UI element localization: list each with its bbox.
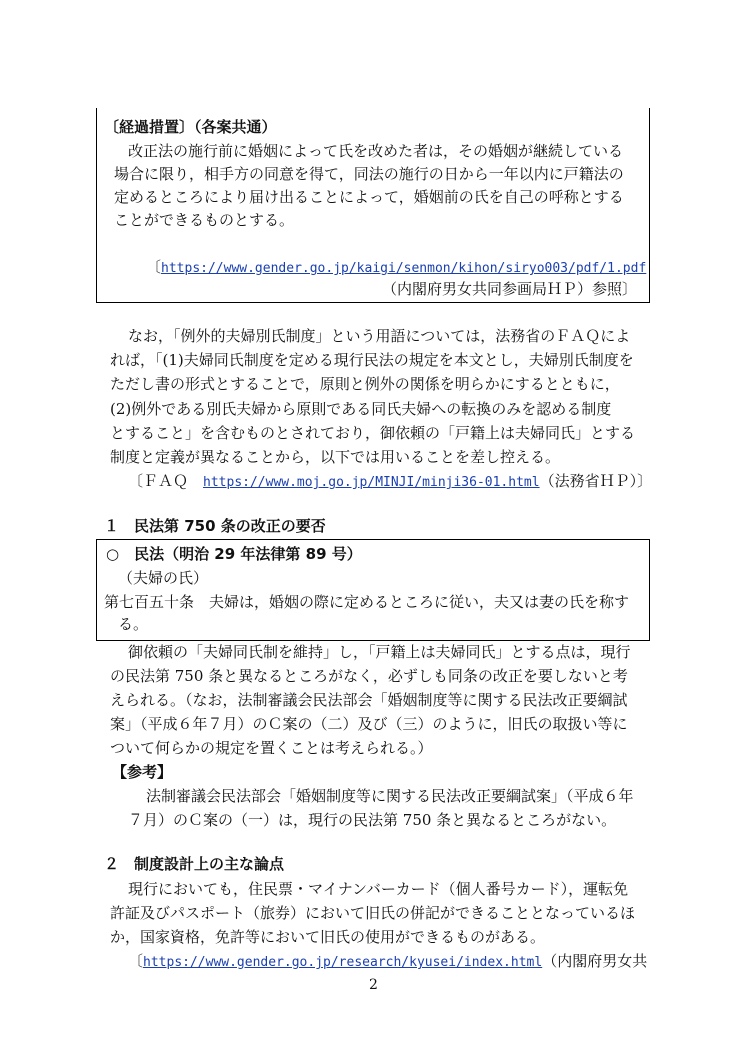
section1-body-1: 御依頼の「夫婦同氏制を維持」し，「戸籍上は夫婦同氏」とする点は，現行 [128,643,631,661]
reference-line-2: ７月）のＣ案の（一）は，現行の民法第 750 条と異なるところがない。 [128,811,617,829]
section1-body-5: ついて何らかの規定を置くことは考えられる。） [110,739,433,757]
transition-line-2: 場合に限り，相手方の同意を得て，同法の施行の日から一年以内に戸籍法の [114,165,624,183]
gender-siryo-link[interactable]: https://www.gender.go.jp/kaigi/senmon/kihon/siryo003/pdf/1.pdf [161,261,647,276]
section1-body-3: えられる。（なお，法制審議会民法部会「婚姻制度等に関する民法改正要綱試 [110,691,628,709]
note-line-4: (2)例外である別氏夫婦から原則である同氏夫婦への転換のみを認める制度 [110,400,612,418]
section2-body-2: 許証及びパスポート（旅券）において旧氏の併記ができることとなっているほ [110,904,636,922]
bracket-open: 〔 [128,952,144,970]
transition-source: （内閣府男女共同参画局ＨＰ）参照〕 [382,280,638,298]
civil-code-caption: （夫婦の氏） [118,569,209,587]
kyusei-reference [128,950,647,974]
note-line-5: とすること」を含むものとされており，御依頼の「戸籍上は夫婦同氏」とする [110,424,636,442]
note-line-3: ただし書の形式とすることで，原則と例外の関係を明らかにするとともに， [110,375,620,393]
faq-suffix: （法務省ＨＰ）〕 [539,472,653,490]
moj-faq-link[interactable]: https://www.moj.go.jp/MINJI/minji36-01.html [203,475,540,490]
transition-line-3: 定めるところにより届け出ることによって，婚姻前の氏を自己の呼称とする [114,188,624,206]
section1-body-2: の民法第 750 条と異なるところがなく，必ずしも同条の改正を要しないと考 [110,667,628,685]
transition-line-4: ことができるものとする。 [114,211,295,229]
reference-heading: 【参考】 [112,763,173,781]
note-line-1: なお，「例外的夫婦別氏制度」という用語については，法務省のＦＡＱによ [128,327,631,345]
section1-body-4: 案」（平成６年７月）のＣ案の（二）及び（三）のように，旧氏の取扱い等に [110,715,628,733]
note-line-6: 制度と定義が異なることから，以下では用いることを差し控える。 [110,448,561,466]
section2-heading: ２ 制度設計上の主な論点 [104,855,285,873]
page-number: 2 [369,977,378,993]
section2-body-3: か，国家資格，免許等において旧氏の使用ができるものがある。 [110,928,546,946]
article-750-line-1: 第七百五十条 夫婦は，婚姻の際に定めるところに従い，夫又は妻の氏を称す [104,593,630,611]
section1-heading: １ 民法第 750 条の改正の要否 [104,517,326,535]
transition-reference [146,256,646,280]
faq-reference [128,470,652,494]
article-750-line-2: る。 [118,615,149,633]
transition-line-1: 改正法の施行前に婚姻によって氏を改めた者は，その婚姻が継続している [128,142,624,160]
note-line-2: れば，「(1)夫婦同氏制度を定める現行民法の規定を本文とし，夫婦別氏制度を [110,351,634,369]
civil-code-title: ○ 民法（明治 29 年法律第 89 号） [106,545,362,563]
transition-heading: 〔経過措置〕（各案共通） [104,118,277,136]
faq-prefix: 〔ＦＡＱ [128,472,204,490]
gender-kyusei-link[interactable]: https://www.gender.go.jp/research/kyusei/index.html [143,955,543,970]
section2-body-1: 現行においても，住民票・マイナンバーカード（個人番号カード），運転免 [128,880,629,898]
reference-line-1: 法制審議会民法部会「婚姻制度等に関する民法改正要綱試案」（平成６年 [146,787,634,805]
kyusei-suffix: （内閣府男女共 [542,952,648,970]
bracket-open: 〔 [146,258,162,276]
